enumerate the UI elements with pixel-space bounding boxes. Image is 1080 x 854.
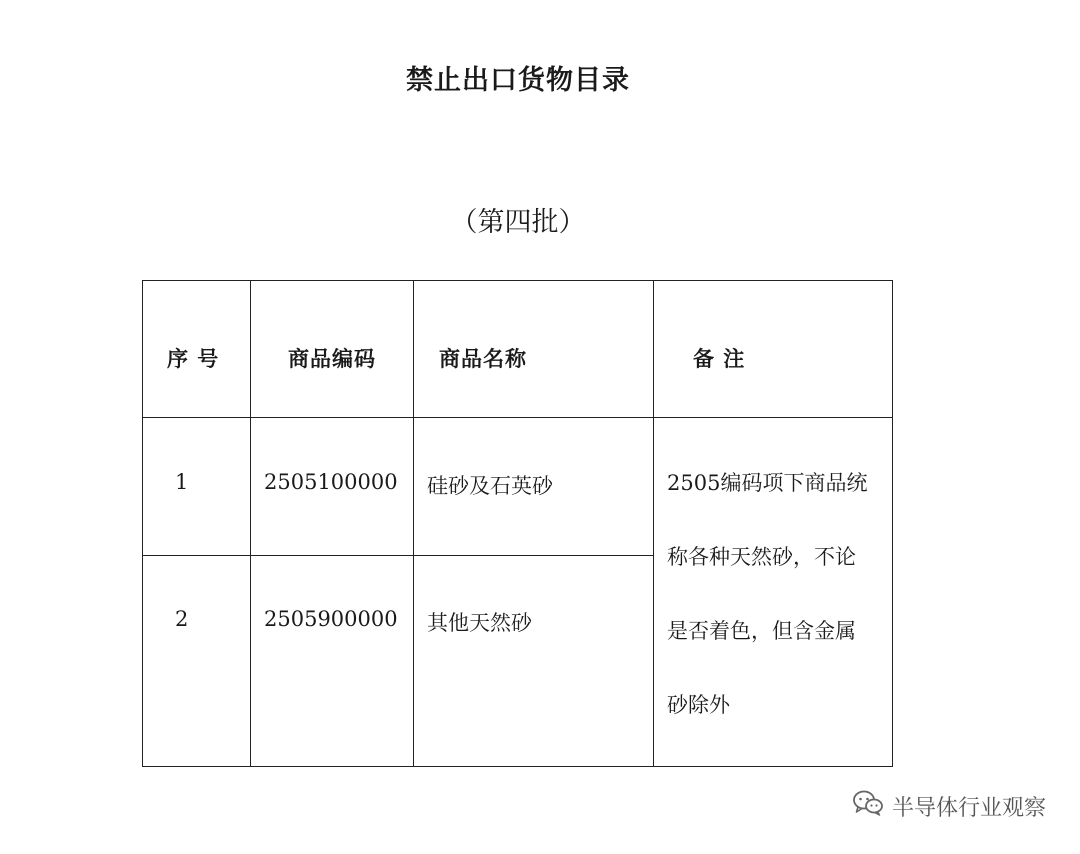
row-divider (143, 555, 653, 556)
row-2-index: 2 (175, 607, 189, 631)
row-2-code: 2505900000 (264, 607, 398, 631)
note-line: 是否着色，但含金属 (667, 619, 856, 643)
document-title: 禁止出口货物目录 (406, 65, 630, 96)
row-1-index: 1 (175, 470, 189, 494)
note-line: 称各种天然砂，不论 (667, 545, 856, 569)
row-2-name: 其他天然砂 (427, 611, 532, 635)
column-divider (250, 281, 251, 766)
header-index: 序 号 (167, 346, 220, 371)
header-divider (143, 417, 892, 418)
note-cell (667, 446, 889, 742)
note-line: 2505编码项下商品统 (667, 471, 868, 495)
row-1-code: 2505100000 (264, 470, 398, 494)
header-note: 备 注 (693, 346, 746, 371)
row-1-name: 硅砂及石英砂 (427, 474, 553, 498)
column-divider (653, 281, 654, 766)
watermark-text: 半导体行业观察 (891, 795, 1046, 821)
watermark (852, 786, 1046, 826)
document-subtitle: （第四批） (450, 207, 586, 238)
wechat-icon (852, 789, 884, 823)
header-code: 商品编码 (288, 346, 376, 371)
goods-table (142, 280, 893, 767)
column-divider (413, 281, 414, 766)
header-name: 商品名称 (439, 346, 527, 371)
note-line: 砂除外 (667, 693, 730, 717)
